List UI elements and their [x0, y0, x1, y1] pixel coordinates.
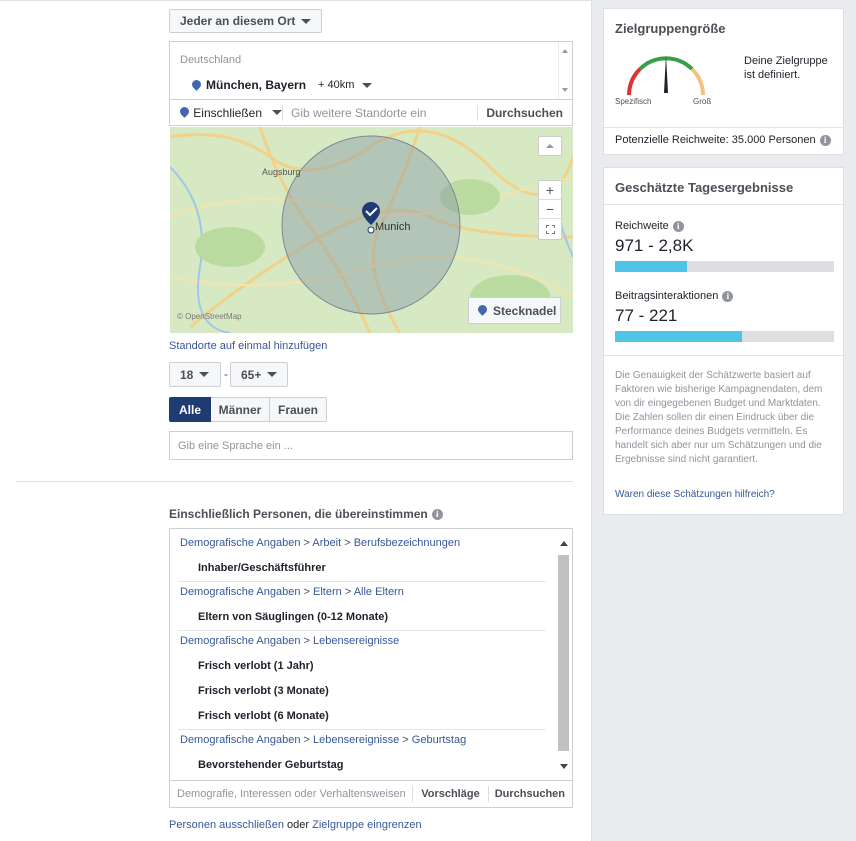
targeting-list: [170, 529, 556, 780]
targeting-path-link[interactable]: Demografische Angaben: [180, 537, 301, 549]
gender-all-button[interactable]: Alle: [169, 397, 211, 422]
recenter-icon[interactable]: [539, 219, 561, 239]
gender-female-button[interactable]: Frauen: [270, 397, 327, 422]
info-icon[interactable]: i: [722, 291, 733, 302]
path-separator: >: [399, 734, 412, 746]
drop-pin-button[interactable]: [468, 297, 561, 324]
age-max-dropdown[interactable]: [230, 362, 288, 387]
engagement-value: 77 - 221: [615, 306, 678, 325]
scroll-up-icon: [562, 49, 568, 53]
scroll-up-icon: [560, 541, 568, 546]
gender-toggle: [169, 397, 327, 422]
divider: [604, 127, 843, 128]
reach-bar: [615, 261, 834, 272]
targeting-path-link[interactable]: Demografische Angaben: [180, 734, 301, 746]
detailed-heading: [169, 507, 443, 521]
targeting-item[interactable]: Inhaber/Geschäftsführer: [198, 562, 326, 574]
group-divider: [178, 630, 546, 631]
specific-label: Spezifisch: [615, 97, 652, 106]
location-map[interactable]: [170, 127, 573, 333]
path-separator: >: [300, 635, 314, 647]
broad-label: Groß: [693, 97, 712, 106]
targeting-path-link[interactable]: Lebensereignisse: [313, 635, 400, 647]
location-list-box: [169, 41, 573, 100]
audience-size-card: [603, 8, 844, 155]
reach-value: 971 - 2,8K: [615, 236, 694, 255]
targeting-path-link[interactable]: Arbeit: [312, 537, 342, 549]
narrow-audience-link[interactable]: Zielgruppe eingrenzen: [312, 819, 422, 831]
estimate-disclaimer: Die Genauigkeit der Schätzwerte basiert auf Faktoren wie bisherige Kampagnendaten, dem von dir eingegebenen Budget und Marktdaten. Die Zahlen sollen dir einen Eindruck über die Performance deines Budgets vermitteln. Es handelt sich aber nur um Schätzungen und die Ergebnisse sind nicht garantiert.: [615, 370, 823, 465]
targeting-path-link[interactable]: Berufsbezeichnungen: [353, 537, 461, 549]
map-city-label: Munich: [375, 221, 411, 233]
info-icon[interactable]: i: [432, 509, 443, 520]
age-min-value: 18: [180, 367, 194, 382]
radius-dropdown[interactable]: [318, 79, 372, 91]
scroll-down-icon: [560, 764, 568, 769]
potential-reach-text: Potenzielle Reichweite: 35.000 Personen: [615, 134, 816, 146]
language-input[interactable]: Gib eine Sprache ein ...: [169, 431, 573, 460]
targeting-path-link[interactable]: Demografische Angaben: [180, 586, 301, 598]
gender-male-button[interactable]: Männer: [211, 397, 270, 422]
age-separator: -: [224, 367, 228, 381]
reach-bar-fill: [615, 261, 687, 272]
location-pin-icon: [180, 107, 187, 118]
daily-results-title: Geschätzte Tagesergebnisse: [615, 180, 794, 195]
zoom-out-icon[interactable]: −: [539, 200, 561, 219]
chevron-down-icon: [301, 19, 311, 24]
targeting-path: [180, 734, 466, 746]
location-search-input[interactable]: Gib weitere Standorte ein: [291, 105, 427, 120]
path-separator: >: [341, 586, 354, 598]
feedback-link[interactable]: Waren diese Schätzungen hilfreich?: [615, 489, 775, 500]
targeting-box: [169, 528, 573, 808]
targeting-path-link[interactable]: Demografische Angaben: [180, 635, 301, 647]
audience-status: Deine Zielgruppe ist definiert.: [744, 55, 828, 81]
bulk-locations-link[interactable]: Standorte auf einmal hinzufügen: [169, 340, 328, 352]
targeting-item[interactable]: Bevorstehender Geburtstag: [198, 759, 344, 771]
reach-label: [615, 220, 684, 232]
group-divider: [178, 581, 546, 582]
targeting-path-link[interactable]: Geburtstag: [411, 734, 467, 746]
targeting-path-link[interactable]: Lebensereignisse: [313, 734, 400, 746]
age-min-dropdown[interactable]: [169, 362, 221, 387]
chevron-down-icon: [272, 110, 282, 115]
targeting-item[interactable]: Frisch verlobt (6 Monate): [198, 710, 329, 722]
zoom-in-icon[interactable]: +: [539, 181, 561, 200]
location-type-dropdown[interactable]: [169, 9, 322, 33]
path-separator: >: [300, 734, 314, 746]
chevron-down-icon: [199, 372, 209, 377]
map-collapse-button[interactable]: [538, 136, 562, 156]
exclude-people-link[interactable]: Personen ausschließen: [169, 819, 284, 831]
targeting-item[interactable]: Frisch verlobt (1 Jahr): [198, 660, 314, 672]
country-header: Deutschland: [180, 54, 242, 66]
divider: [604, 204, 843, 205]
targeting-path: [180, 586, 404, 598]
audience-gauge: [616, 49, 716, 104]
scroll-down-icon: [562, 88, 568, 92]
path-separator: >: [341, 537, 354, 549]
group-divider: [178, 729, 546, 730]
detailed-heading-text: Einschließlich Personen, die übereinstimmen: [169, 507, 428, 521]
chevron-up-icon: [546, 144, 554, 148]
browse-targeting-button[interactable]: Durchsuchen: [494, 788, 565, 800]
drop-pin-text: Stecknadel: [493, 303, 557, 318]
engagement-bar-fill: [615, 331, 742, 342]
location-pin-icon: [478, 305, 487, 316]
section-divider: [16, 481, 573, 482]
age-max-value: 65+: [241, 367, 262, 382]
scroll-thumb[interactable]: [558, 555, 569, 751]
divider: [604, 355, 843, 356]
potential-reach: [615, 134, 831, 146]
path-separator: >: [300, 586, 314, 598]
or-text: oder: [287, 819, 310, 831]
zoom-controls: [538, 180, 562, 240]
location-search-bar: [169, 100, 573, 126]
targeting-scrollbar[interactable]: [557, 533, 570, 777]
engagement-label-text: Beitragsinteraktionen: [615, 290, 719, 302]
scrollbar[interactable]: [558, 42, 572, 99]
targeting-item[interactable]: Frisch verlobt (3 Monate): [198, 685, 329, 697]
radius-text: + 40km: [318, 79, 355, 91]
location-type-text: Jeder an diesem Ort: [180, 14, 296, 28]
map-city-label: Augsburg: [262, 167, 301, 177]
selected-location[interactable]: [192, 78, 372, 92]
include-text: Einschließen: [193, 105, 262, 120]
info-icon[interactable]: i: [673, 221, 684, 232]
browse-locations-button[interactable]: Durchsuchen: [486, 105, 563, 120]
info-icon[interactable]: i: [820, 135, 831, 146]
reach-label-text: Reichweite: [615, 220, 669, 232]
engagement-label: [615, 290, 733, 302]
targeting-item[interactable]: Eltern von Säuglingen (0-12 Monate): [198, 611, 389, 623]
targeting-path-link[interactable]: Alle Eltern: [353, 586, 404, 598]
audience-size-title: Zielgruppengröße: [615, 21, 726, 36]
selected-city: München, Bayern: [206, 78, 307, 92]
chevron-down-icon: [267, 372, 277, 377]
chevron-down-icon: [362, 83, 372, 88]
targeting-search-input[interactable]: Demografie, Interessen oder Verhaltensweisen: [177, 788, 406, 800]
targeting-path-link[interactable]: Eltern: [313, 586, 342, 598]
targeting-search-bar: [170, 780, 572, 807]
targeting-path: [180, 537, 460, 549]
engagement-bar: [615, 331, 834, 342]
path-separator: >: [300, 537, 313, 549]
location-pin-icon: [192, 80, 201, 91]
daily-results-card: [603, 167, 844, 515]
targeting-path: [180, 635, 399, 647]
suggestions-button[interactable]: Vorschläge: [421, 788, 480, 800]
map-attribution: © OpenStreetMap: [177, 312, 242, 321]
include-dropdown[interactable]: [170, 106, 282, 120]
targeting-footer: [169, 819, 422, 831]
